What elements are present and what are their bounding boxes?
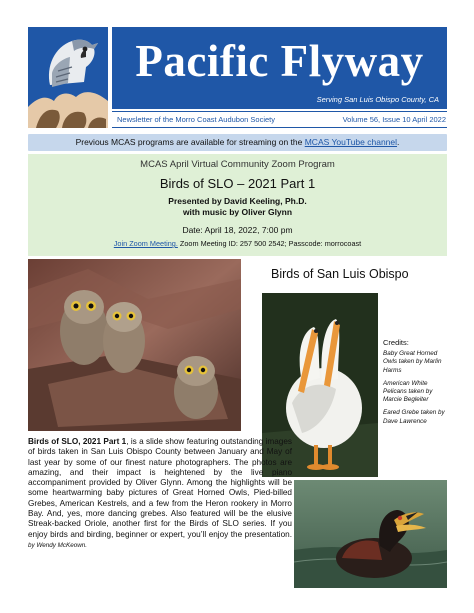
article-lead: Birds of SLO, 2021 Part 1 (28, 437, 127, 446)
masthead (112, 27, 447, 109)
mcas-logo (28, 27, 108, 128)
program-heading: MCAS April Virtual Community Zoom Program (140, 159, 335, 170)
stream-notice-suffix: . (397, 137, 400, 147)
kestrel-logo-icon (28, 27, 108, 128)
divider-bottom (112, 127, 447, 128)
newsletter-subtitle: Newsletter of the Morro Coast Audubon Society (117, 115, 275, 124)
article-byline: by Wendy McKeown. (28, 541, 88, 549)
program-title: Birds of SLO – 2021 Part 1 (159, 176, 316, 191)
serving-tagline: Serving San Luis Obispo County, CA (316, 95, 439, 104)
join-zoom-link[interactable]: Join Zoom Meeting. (113, 239, 178, 248)
photo-credits (383, 339, 447, 431)
stream-notice-prefix: Previous MCAS programs are available for streaming on the (75, 137, 305, 147)
program-presenter-block (28, 196, 447, 218)
owls-photo (28, 259, 241, 431)
meeting-info: Zoom Meeting ID: 257 500 2542; Passcode: morrocoast (177, 239, 362, 248)
program-music: with music by Oliver Glynn (182, 207, 293, 217)
program-meeting (28, 239, 447, 248)
owls-image-icon (28, 259, 241, 431)
article-body (28, 437, 292, 551)
newsletter-title: Pacific Flyway (135, 36, 424, 86)
program-date: Date: April 18, 2022, 7:00 pm (182, 225, 293, 235)
divider-top (112, 111, 447, 112)
grebe-photo (294, 480, 447, 588)
grebe-image-icon (294, 480, 447, 588)
stream-notice (28, 134, 447, 151)
article-side-heading: Birds of San Luis Obispo (271, 267, 409, 281)
article-text: , is a slide show featuring outstanding images of birds taken in San Luis Obispo County between January and May of last year by some of our finest nature photographers. The photos are amazing, and their impact is heightened by the live piano accompaniment provided by Oliver Glynn. Among the highlights will be some heartwarming baby pictures of Great Horned Owls, Pied-billed Grebes, American Kestrels, and a few from the Heron rookery in Morro Bay. And, yes, more dancing grebes. Also featured will be the elusive Streak-backed Oriole, another first for the Birds of SLO series. If you enjoy birds and birding, beginner or expert, you’ll enjoy the presentation. (28, 437, 292, 539)
credit-owls: Baby Great Horned Owls taken by Marlin Harms (383, 350, 442, 374)
program-presenter: Presented by David Keeling, Ph.D. (168, 196, 307, 206)
issue-info: Volume 56, Issue 10 April 2022 (342, 115, 446, 124)
program-box (28, 154, 447, 256)
youtube-channel-link[interactable]: MCAS YouTube channel (304, 137, 398, 147)
credits-heading: Credits: (383, 338, 409, 347)
credit-grebe: Eared Grebe taken by Dave Lawrence (383, 409, 445, 425)
credit-pelicans: American White Pelicans taken by Marcie Begleiter (383, 379, 433, 404)
